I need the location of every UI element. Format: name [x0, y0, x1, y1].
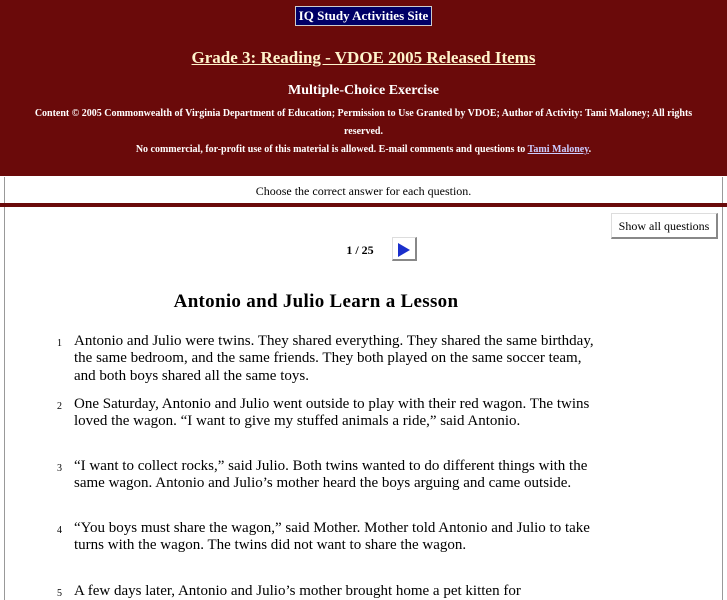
paragraph-text: Antonio and Julio were twins. They shared everything. They shared the same birthday, the same bedroom, and the same friends. They both played on the same soccer team, and both boys shared all the same toys. — [74, 333, 594, 384]
question-panel — [4, 207, 723, 600]
paragraph-text: “You boys must share the wagon,” said Mother. Mother told Antonio and Julio to take turns with the wagon. The twins did not want to share the wagon. — [74, 520, 590, 554]
email-author-link[interactable]: Tami Maloney — [527, 144, 589, 155]
paragraph-text: A few days later, Antonio and Julio’s mother brought home a pet kitten for — [74, 583, 521, 599]
instructions: Choose the correct answer for each question. — [4, 177, 723, 203]
show-all-questions-button[interactable]: Show all questions — [611, 213, 718, 239]
paragraph-number: 4 — [57, 525, 62, 536]
exercise-type: Multiple-Choice Exercise — [288, 83, 439, 98]
page-title[interactable]: Grade 3: Reading - VDOE 2005 Released Items — [191, 48, 536, 67]
usage-notice — [0, 141, 727, 158]
paragraph — [57, 458, 594, 493]
paragraph-number: 5 — [57, 588, 62, 599]
paragraph-number: 2 — [57, 401, 62, 412]
paragraph — [57, 583, 594, 600]
paragraph-text: One Saturday, Antonio and Julio went outside to play with their red wagon. The twins loved the wagon. “I want to give my stuffed animals a ride,” said Antonio. — [74, 396, 590, 430]
story-title: Antonio and Julio Learn a Lesson — [173, 291, 459, 312]
paragraph-number: 1 — [57, 338, 62, 349]
next-arrow-icon — [397, 243, 411, 257]
header-banner — [0, 0, 727, 176]
paragraph — [57, 333, 594, 385]
paragraph — [57, 520, 594, 555]
paragraph — [57, 396, 594, 431]
site-name-badge[interactable]: IQ Study Activities Site — [295, 6, 432, 26]
next-question-button[interactable] — [392, 237, 417, 261]
copyright-notice: Content © 2005 Commonwealth of Virginia Department of Education; Permission to Use Granted by VDOE; Author of Activity: Tami Maloney; All rights reserved. — [34, 108, 693, 137]
paragraph-number: 3 — [57, 463, 62, 474]
question-counter: 1 / 25 — [346, 243, 374, 257]
paragraph-text: “I want to collect rocks,” said Julio. Both twins wanted to do different things with the same wagon. Antonio and Julio’s mother heard the boys arguing and came outside. — [74, 458, 588, 492]
usage-notice-end: . — [588, 144, 592, 155]
usage-notice-text: No commercial, for-profit use of this material is allowed. E-mail comments and questions to — [135, 144, 528, 155]
